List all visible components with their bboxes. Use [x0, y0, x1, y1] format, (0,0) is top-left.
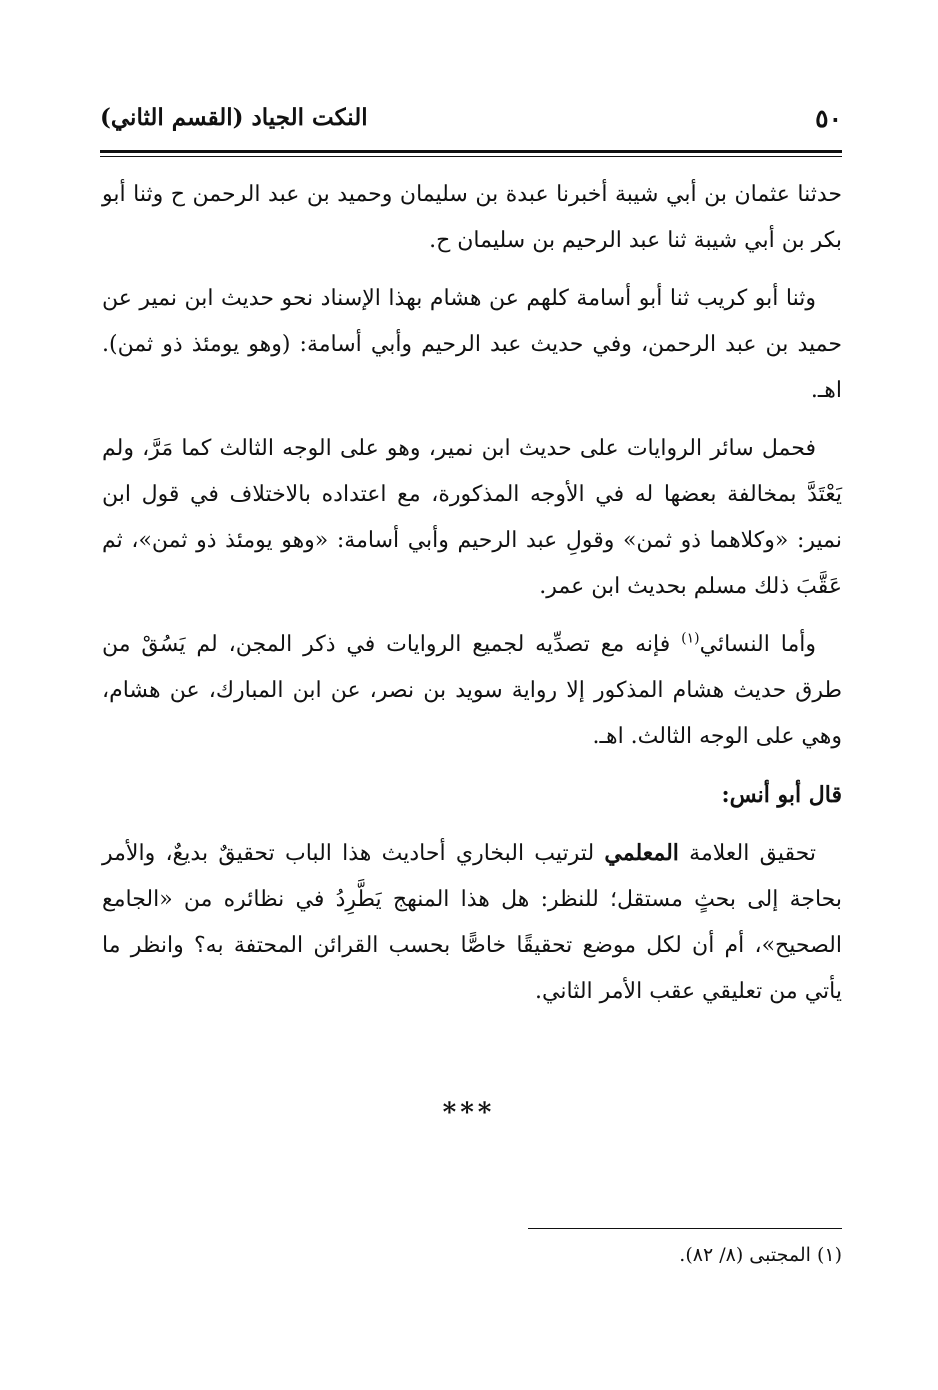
- nasai-lead: وأما النسائي: [699, 632, 816, 657]
- comment-part-1: تحقيق العلامة: [678, 841, 817, 866]
- bold-name-muallimi: المعلمي: [604, 840, 679, 866]
- paragraph-nasai: [102, 622, 842, 760]
- paragraph-muslim-arrangement: فحمل سائر الروايات على حديث ابن نمير، وهو على الوجه الثالث كما مَرَّ، ولم يَعْتَدَّ بمخالفة بعضها له في الأوجه المذكورة، مع اعتداده بالاختلاف في قول ابن نمير: «وكلاهما ذو ثمن» وقولِ عبد الرحيم وأبي أسامة: «وهو يومئذ ذو ثمن»، ثم عَقَّبَ ذلك مسلم بحديث ابن عمر.: [102, 436, 842, 599]
- header-rule-thick: [100, 150, 842, 153]
- section-heading: قال أبو أنس:: [721, 782, 842, 808]
- paragraph-author-comment: [102, 830, 842, 1015]
- page-header: [100, 104, 842, 148]
- page-number: ٥٠: [815, 104, 842, 133]
- section-separator: ***: [442, 1098, 496, 1128]
- footnote: (١) المجتبى (٨/ ٨٢).: [679, 1244, 842, 1266]
- paragraph-abu-kurayb: وثنا أبو كريب ثنا أبو أسامة كلهم عن هشام بهذا الإسناد نحو حديث ابن نمير عن حميد بن عبد الرحمن، وفي حديث عبد الرحيم وأبي أسامة: (وهو يومئذ ذو ثمن). اهـ.: [102, 286, 842, 403]
- nasai-rest: فإنه مع تصدِّيه لجميع الروايات في ذكر المجن، لم يَسُقْ من طرق حديث هشام المذكور إلا رواية سويد بن نصر، عن ابن المبارك، عن هشام، وهي على الوجه الثالث. اهـ.: [102, 632, 842, 749]
- footnote-marker[interactable]: (١): [681, 630, 700, 647]
- main-text: [102, 172, 842, 1027]
- footnote-rule: [528, 1228, 842, 1229]
- paragraph-hadith-chain: حدثنا عثمان بن أبي شيبة أخبرنا عبدة بن سليمان وحميد بن عبد الرحمن ح وثنا أبو بكر بن أبي شيبة ثنا عبد الرحيم بن سليمان ح.: [102, 182, 842, 253]
- comment-part-2: لترتيب البخاري أحاديث هذا الباب تحقيقٌ بديعٌ، والأمر بحاجة إلى بحثٍ مستقل؛ للنظر: هل هذا المنهج يَطَّرِدُ في نظائره من «الجامع الصحيح»، أم أن لكل موضع تحقيقًا خاصًّا بحسب القرائن المحتفة به؟ وانظر ما يأتي من تعليقي عقب الأمر الثاني.: [102, 841, 842, 1004]
- running-title: النكت الجياد (القسم الثاني): [100, 104, 368, 131]
- header-rule-thin: [100, 156, 842, 157]
